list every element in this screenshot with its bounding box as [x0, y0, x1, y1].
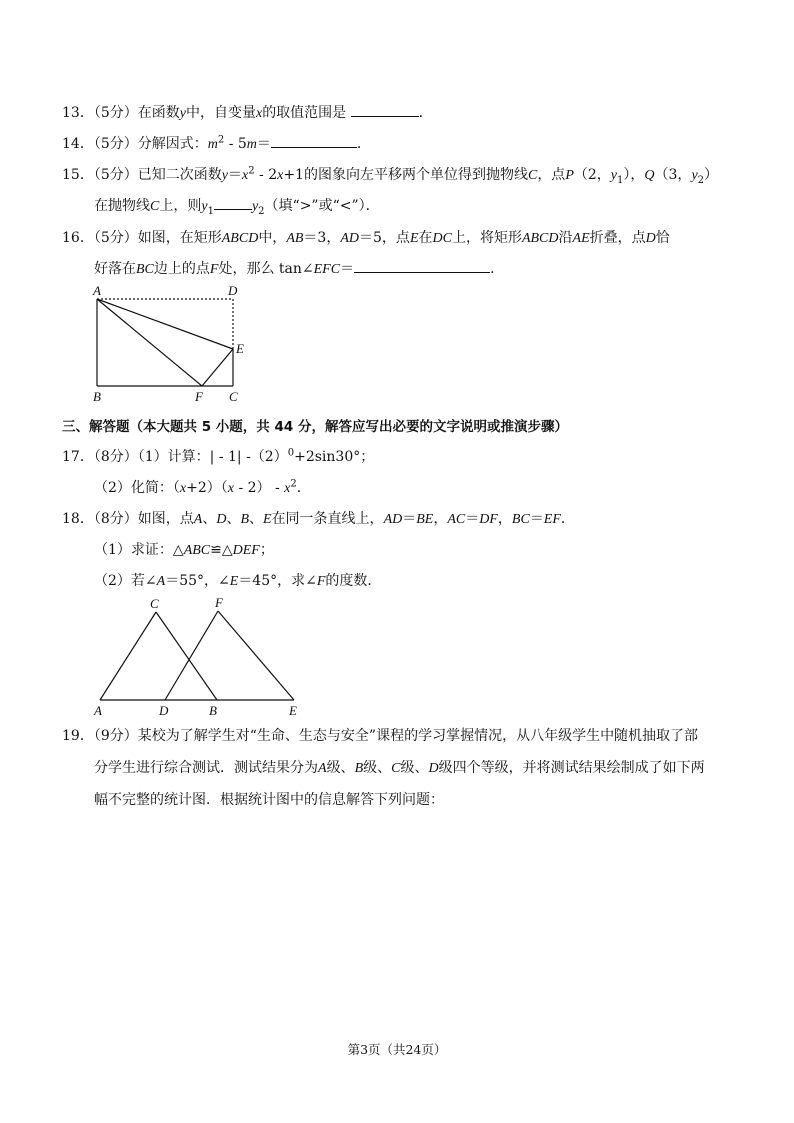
segment-fe [218, 611, 294, 700]
rectangle-fold-figure [88, 282, 258, 404]
answer-blank-16[interactable] [354, 259, 490, 273]
question-13: 13．（5分）在函数y中，自变量x的取值范围是 ． [62, 105, 433, 121]
question-18-part-2: （2）若∠A＝55°，∠E＝45°，求∠F的度数． [94, 573, 382, 589]
question-17-part-2: （2）化简：$(x+2)(x - 2) - x^2$． [94, 478, 311, 496]
label-e: E [289, 703, 297, 718]
question-14: 14．（5分）分解因式：$m^2 - 5m=$ ． [62, 134, 371, 152]
segment-fe [202, 349, 233, 386]
question-16-line-2: 好落在BC边上的点F处，那么 tan∠EFC＝ ． [94, 261, 505, 277]
answer-blank-14[interactable] [271, 134, 357, 148]
label-c: C [229, 389, 238, 404]
answer-blank-13[interactable] [351, 103, 419, 117]
question-17-part-1: 17．（8分）（1）计算：| - 1| $-(2)^0+2\sin 30^\circ$； [62, 447, 375, 465]
congruent-triangles-figure [88, 594, 308, 719]
label-a: A [94, 703, 102, 718]
segment-df [165, 611, 218, 700]
segment-ae [97, 299, 233, 349]
question-16-line-1: 16．（5分）如图，在矩形ABCD中，AB＝3，AD＝5，点E在DC上，将矩形ABCD沿AE折叠，点D恰 [62, 230, 670, 246]
label-b: B [209, 703, 217, 718]
page-footer: 第3页（共24页） [347, 1042, 447, 1057]
question-19-line-2: 分学生进行综合测试．测试结果分为A级、B级、C级、D级四个等级，并将测试结果绘制成了如下两 [94, 760, 705, 776]
question-18-stem: 18．（8分）如图，点A、D、B、E在同一条直线上，AD＝BE，AC＝DF，BC＝EF． [62, 511, 575, 527]
label-a: A [93, 283, 101, 298]
label-f: F [195, 389, 203, 404]
question-15-line-2: 在抛物线C上，则$y_1$ $y_2$（填“>”或“<”）． [94, 198, 380, 217]
question-18-part-1: （1）求证：△ABC≌△DEF； [94, 542, 274, 558]
segment-af [97, 299, 202, 386]
segment-ac [100, 612, 156, 700]
question-19-line-3: 幅不完整的统计图．根据统计图中的信息解答下列问题： [94, 792, 444, 808]
question-15-line-1: 15．（5分）已知二次函数$y=x^2 - 2x+1$的图象向左平移两个单位得到抛物线C，点P（2，$y_1$），Q（3，$y_2$） [62, 165, 719, 186]
section-3-heading: 三、解答题（本大题共 5 小题，共 44 分，解答应写出必要的文字说明或推演步骤） [62, 419, 568, 435]
label-d: D [159, 703, 169, 718]
label-d: D [228, 283, 238, 298]
label-b: B [93, 389, 101, 404]
answer-blank-15[interactable] [214, 196, 252, 210]
label-c: C [150, 596, 159, 611]
segment-cb [156, 612, 217, 700]
question-19-line-1: 19．（9分）某校为了解学生对“生命、生态与安全”课程的学习掌握情况，从八年级学生中随机抽取了部 [62, 728, 699, 744]
label-e: E [236, 341, 244, 356]
label-f: F [215, 595, 223, 610]
